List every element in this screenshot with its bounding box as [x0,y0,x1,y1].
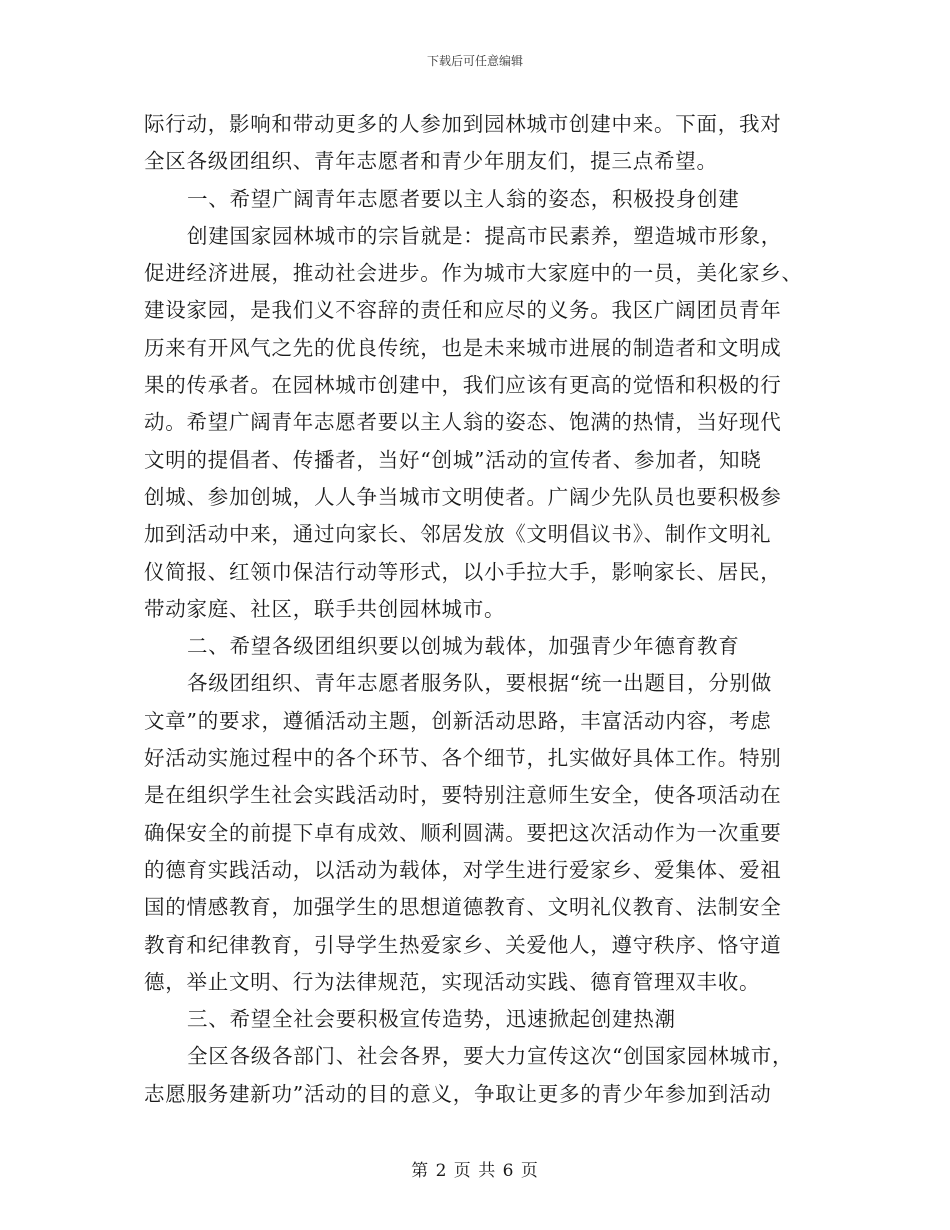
text-line: 好活动实施过程中的各个环节、各个细节，扎实做好具体工作。特别 [144,746,782,771]
document-body [144,106,808,1113]
section-heading-3: 三、希望全社会要积极宣传造势，迅速掀起创建热潮 [187,1007,676,1032]
paragraph-start: 创建国家园林城市的宗旨就是：提高市民素养，塑造城市形象， [187,223,782,248]
text-line: 德，举止文明、行为法律规范，实现活动实践、德育管理双丰收。 [144,969,761,994]
paragraph-start: 全区各级各部门、社会各界，要大力宣传这次“创国家园林城市， [187,1044,794,1069]
text-line: 国的情感教育，加强学生的思想道德教育、文明礼仪教育、法制安全 [144,895,782,920]
text-line: 加到活动中来，通过向家长、邻居发放《文明倡议书》、制作文明礼 [144,522,772,547]
text-line: 际行动，影响和带动更多的人参加到园林城市创建中来。下面，我对 [144,112,782,136]
text-line: 是在组织学生社会实践活动时，要特别注意师生安全，使各项活动在 [144,783,782,808]
text-line: 志愿服务建新功”活动的目的意义，争取让更多的青少年参加到活动 [144,1081,772,1106]
text-line: 仪简报、红领巾保洁行动等形式，以小手拉大手，影响家长、居民， [144,559,782,584]
text-line: 创城、参加创城，人人争当城市文明使者。广阔少先队员也要积极参 [144,484,782,509]
section-heading-2: 二、希望各级团组织要以创城为载体，加强青少年德育教育 [187,634,740,659]
text-line: 果的传承者。在园林城市创建中，我们应该有更高的觉悟和积极的行 [144,373,782,398]
text-line: 文章”的要求，遵循活动主题，创新活动思路，丰富活动内容，考虑 [144,708,772,733]
page-footer: 第 2 页 共 6 页 [411,1161,539,1181]
section-heading-1: 一、希望广阔青年志愿者要以主人翁的姿态，积极投身创建 [187,186,740,211]
text-line: 确保安全的前提下卓有成效、顺利圆满。要把这次活动作为一次重要 [144,820,782,845]
text-line: 建设家园，是我们义不容辞的责任和应尽的义务。我区广阔团员青年 [144,298,782,323]
text-line: 文明的提倡者、传播者，当好“创城”活动的宣传者、参加者，知晓 [144,447,762,472]
text-line: 动。希望广阔青年志愿者要以主人翁的姿态、饱满的热情，当好现代 [144,410,782,435]
text-line: 历来有开风气之先的优良传统，也是未来城市进展的制造者和文明成 [144,335,782,360]
text-line: 促进经济进展，推动社会进步。作为城市大家庭中的一员，美化家乡、 [144,261,803,286]
paragraph-start: 各级团组织、青年志愿者服务队，要根据“统一出题目，分别做 [187,671,772,696]
text-line: 教育和纪律教育，引导学生热爱家乡、关爱他人，遵守秩序、恪守道 [144,932,782,957]
text-line: 全区各级团组织、青年志愿者和青少年朋友们，提三点希望。 [144,149,718,174]
page-header: 下载后可任意编辑 [426,54,523,68]
text-line: 的德育实践活动，以活动为载体，对学生进行爱家乡、爱集体、爱祖 [144,857,782,882]
text-line: 带动家庭、社区，联手共创园林城市。 [144,596,506,621]
